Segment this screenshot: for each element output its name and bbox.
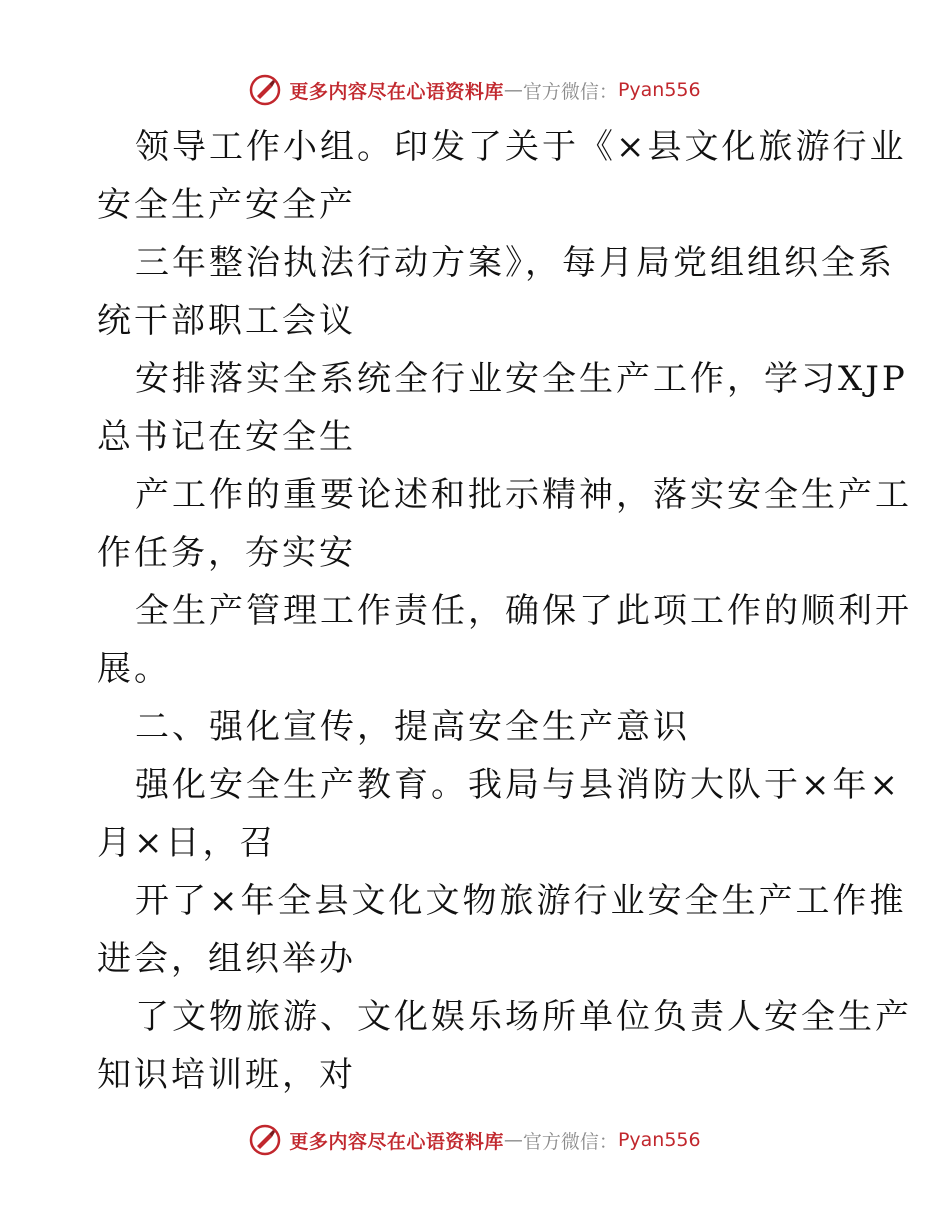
- paragraph-line: 展。: [97, 649, 171, 689]
- watermark-dash: —: [503, 79, 523, 101]
- pen-logo-icon: [249, 74, 281, 106]
- paragraph-line: 进会，组织举办: [97, 939, 356, 979]
- header-watermark: [0, 70, 950, 110]
- watermark-wechat-id: Pyan556: [617, 79, 701, 101]
- paragraph-line: 开了×年全县文化文物旅游行业安全生产工作推: [135, 881, 907, 921]
- watermark-dash: —: [503, 1129, 523, 1151]
- section-heading: 二、强化宣传，提高安全生产意识: [135, 707, 690, 747]
- document-body: [97, 118, 912, 1104]
- paragraph-line: 安排落实全系统全行业安全生产工作，学习XJP: [135, 359, 908, 399]
- watermark-wechat-label: 官方微信：: [522, 80, 618, 103]
- watermark-brand: 更多内容尽在心语资料库: [289, 80, 504, 103]
- paragraph-line: 全生产管理工作责任，确保了此项工作的顺利开: [135, 591, 912, 631]
- paragraph-line: 知识培训班，对: [97, 1055, 356, 1095]
- paragraph-line: 了文物旅游、文化娱乐场所单位负责人安全生产: [135, 997, 912, 1037]
- pen-logo-icon: [249, 1124, 281, 1156]
- footer-watermark: [0, 1120, 950, 1160]
- paragraph-line: 领导工作小组。印发了关于《×县文化旅游行业: [135, 127, 907, 167]
- paragraph-line: 三年整治执法行动方案》，每月局党组组织全系: [135, 243, 895, 283]
- paragraph-line: 安全生产安全产: [97, 185, 356, 225]
- paragraph-line: 月×日，召: [97, 823, 277, 863]
- watermark-wechat-label: 官方微信：: [522, 1130, 618, 1153]
- paragraph-line: 作任务，夯实安: [97, 533, 356, 573]
- paragraph-line: 总书记在安全生: [97, 417, 356, 457]
- watermark-brand: 更多内容尽在心语资料库: [289, 1130, 504, 1153]
- paragraph-line: 统干部职工会议: [97, 301, 356, 341]
- paragraph-line: 产工作的重要论述和批示精神，落实安全生产工: [135, 475, 912, 515]
- paragraph-line: 强化安全生产教育。我局与县消防大队于×年×: [135, 765, 901, 805]
- watermark-wechat-id: Pyan556: [617, 1129, 701, 1151]
